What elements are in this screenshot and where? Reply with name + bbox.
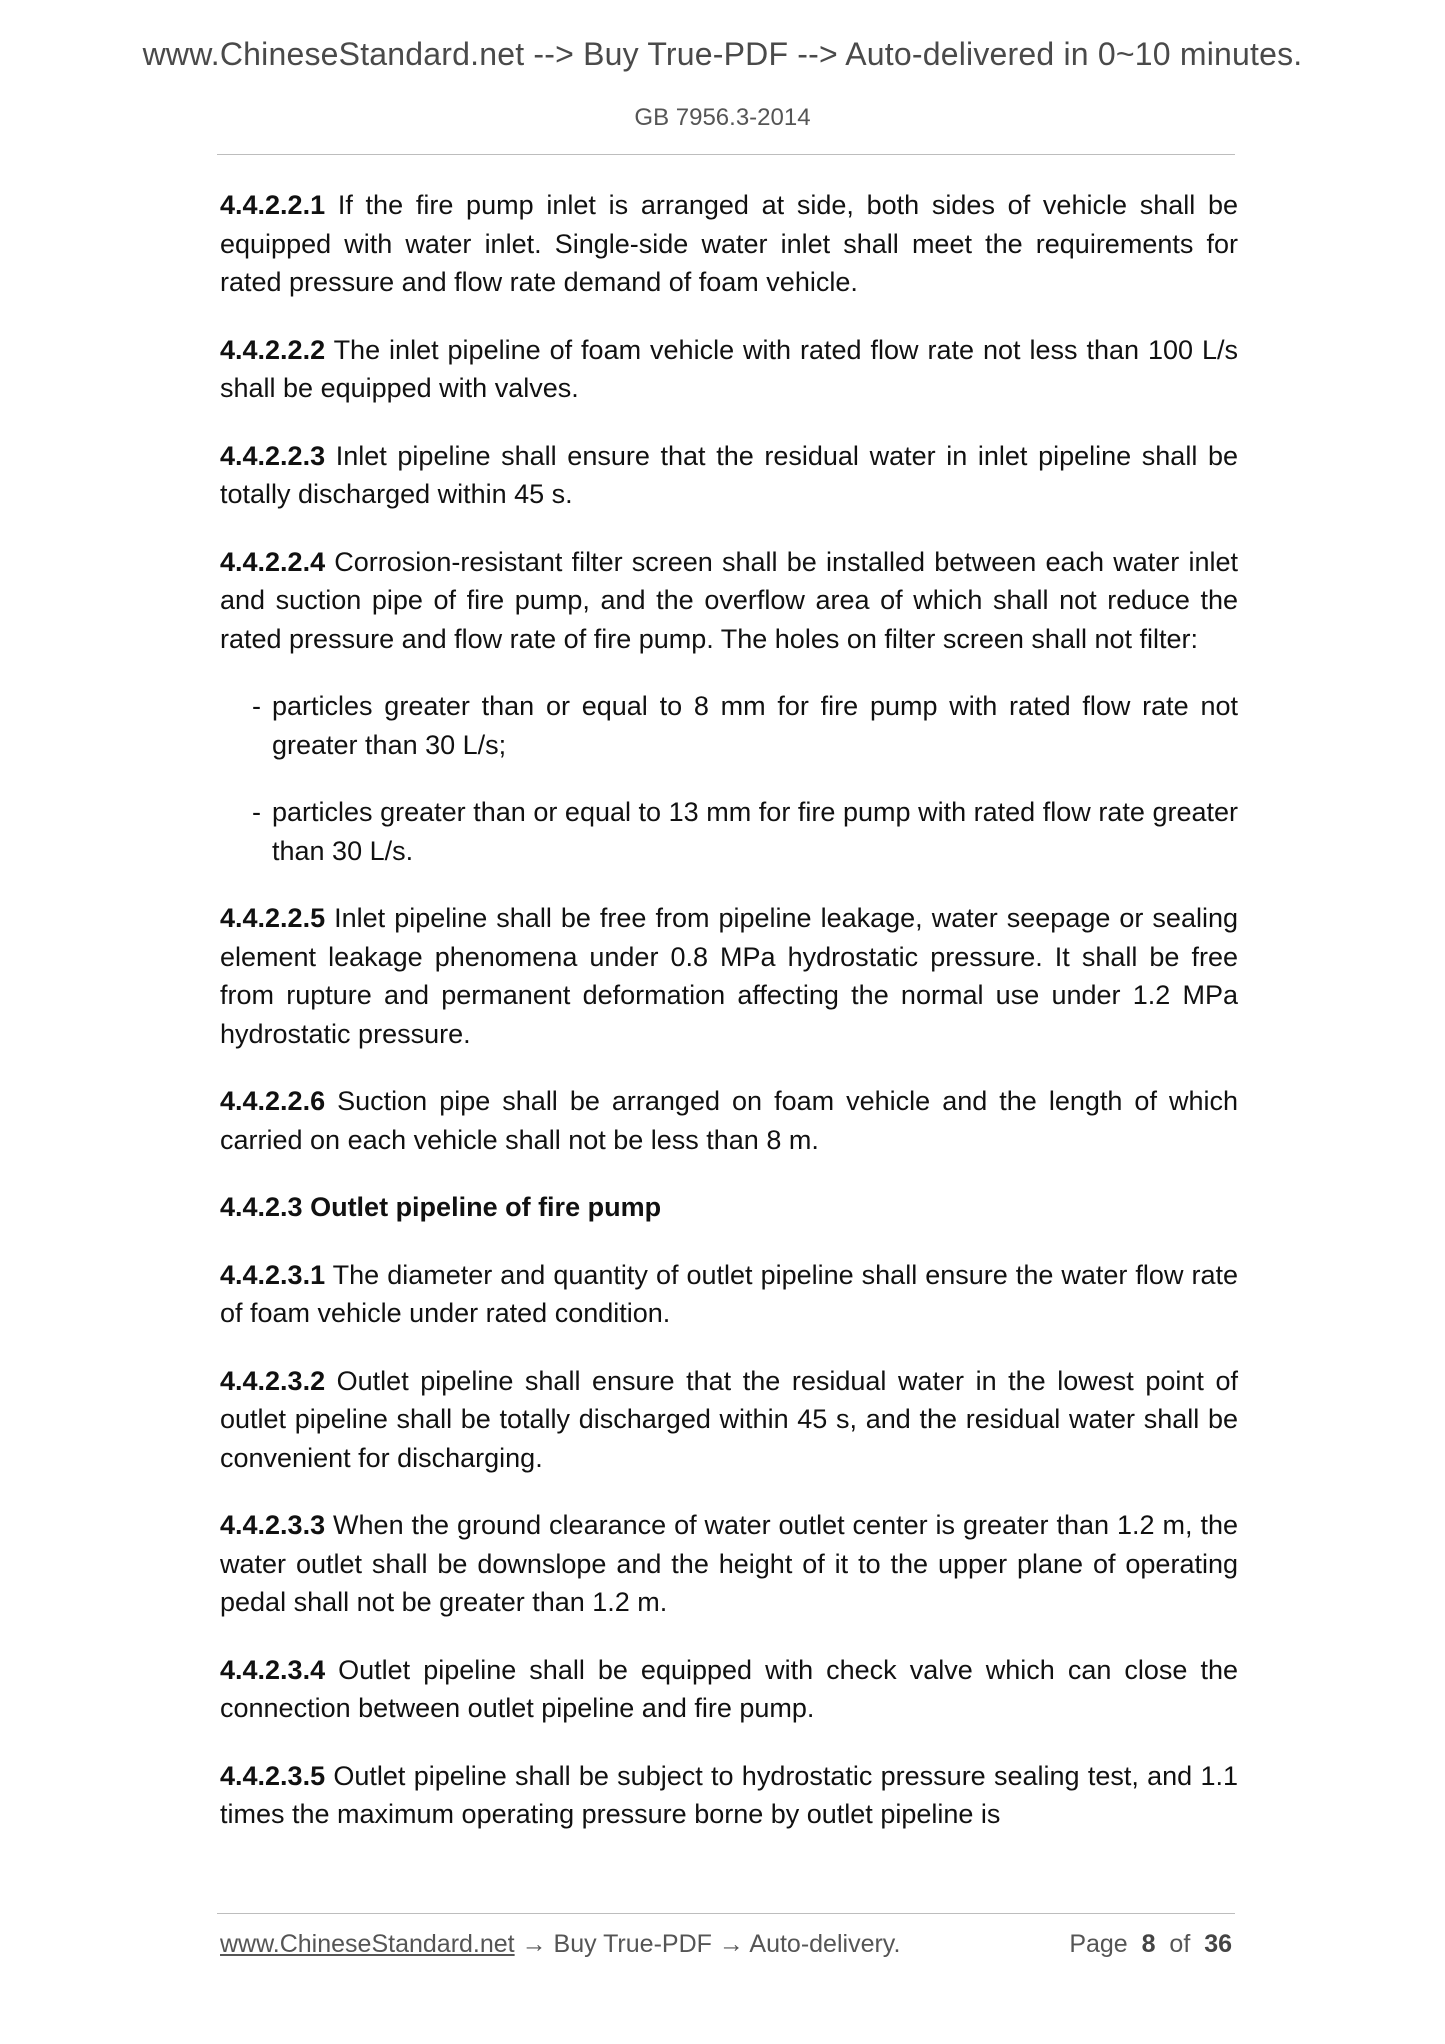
clause-4-4-2-3-5 xyxy=(220,1757,1238,1834)
clause-number: 4.4.2.2.1 xyxy=(220,190,326,220)
clause-4-4-2-2-3 xyxy=(220,437,1238,514)
page-indicator xyxy=(1069,1930,1232,1959)
clause-number: 4.4.2.3.5 xyxy=(220,1760,326,1791)
banner-text: www.ChineseStandard.net --> Buy True-PDF --> Auto-delivered in 0~10 minutes. xyxy=(142,36,1303,72)
clause-4-4-2-2-4 xyxy=(220,543,1238,659)
clause-4-4-2-2-5 xyxy=(220,899,1238,1053)
clause-number: 4.4.2.2.2 xyxy=(220,334,326,365)
standard-code: GB 7956.3-2014 xyxy=(634,104,811,131)
of-label: of xyxy=(1169,1930,1191,1958)
clause-text: Outlet pipeline shall be subject to hydrostatic pressure sealing test, and 1.1 times the maximum operating pressure borne by outlet pipeline is xyxy=(220,1760,1238,1829)
footer-promo xyxy=(220,1930,900,1959)
clause-text: Inlet pipeline shall be free from pipeline leakage, water seepage or sealing element leakage phenomena under 0.8 MPa hydrostatic pressure. It shall be free from rupture and permanent deformation affecting the normal use under 1.2 MPa hydrostatic pressure. xyxy=(220,903,1238,1049)
clause-text: If the fire pump inlet is arranged at side, both sides of vehicle shall be equipped with water inlet. Single-side water inlet shall meet the requirements for rated pressure and flow rate demand of foam vehicle. xyxy=(220,190,1238,297)
clause-text: Outlet pipeline shall be equipped with check valve which can close the connection between outlet pipeline and fire pump. xyxy=(220,1654,1238,1723)
clause-number: 4.4.2.2.3 xyxy=(220,440,326,471)
list-item xyxy=(220,793,1238,870)
footer-promo-text: → Buy True-PDF → Auto-delivery. xyxy=(514,1930,901,1958)
clause-number: 4.4.2.3.4 xyxy=(220,1654,326,1685)
clause-text: Corrosion-resistant filter screen shall be installed between each water inlet and suction pipe of fire pump, and the overflow area of which shall not reduce the rated pressure and flow rate of fire pump. The holes on filter screen shall not filter: xyxy=(220,546,1238,654)
clause-number: 4.4.2.3.3 xyxy=(220,1510,326,1540)
clause-text: The diameter and quantity of outlet pipeline shall ensure the water flow rate of foam vehicle under rated condition. xyxy=(220,1259,1238,1328)
clause-number: 4.4.2.3.2 xyxy=(220,1365,326,1396)
list-item-text: particles greater than or equal to 13 mm for fire pump with rated flow rate greater than 30 L/s. xyxy=(272,797,1238,866)
clause-4-4-2-2-2 xyxy=(220,331,1238,408)
list-item xyxy=(220,687,1238,764)
clause-4-4-2-3-4 xyxy=(220,1651,1238,1728)
section-heading: 4.4.2.3 Outlet pipeline of fire pump xyxy=(220,1192,662,1222)
clause-number: 4.4.2.2.5 xyxy=(220,903,326,933)
list-dash: - xyxy=(252,797,261,827)
clause-number: 4.4.2.2.4 xyxy=(220,546,326,577)
list-dash: - xyxy=(252,691,261,721)
clause-text: Suction pipe shall be arranged on foam vehicle and the length of which carried on each vehicle shall not be less than 8 m. xyxy=(220,1086,1238,1155)
clause-4-4-2-3-3 xyxy=(220,1506,1238,1622)
clause-4-4-2-3-1 xyxy=(220,1256,1238,1333)
document-body xyxy=(220,186,1238,1863)
clause-number: 4.4.2.2.6 xyxy=(220,1086,326,1116)
page-label: Page xyxy=(1069,1930,1128,1958)
list-item-text: particles greater than or equal to 8 mm for fire pump with rated flow rate not greater than 30 L/s; xyxy=(272,691,1238,760)
clause-4-4-2-2-1 xyxy=(220,186,1238,302)
clause-4-4-2-3-2 xyxy=(220,1362,1238,1478)
clause-number: 4.4.2.3.1 xyxy=(220,1259,326,1290)
clause-text: The inlet pipeline of foam vehicle with rated flow rate not less than 100 L/s shall be equipped with valves. xyxy=(220,334,1238,403)
clause-text: When the ground clearance of water outlet center is greater than 1.2 m, the water outlet shall be downslope and the height of it to the upper plane of operating pedal shall not be greater than 1.2 m. xyxy=(220,1510,1238,1617)
clause-text: Outlet pipeline shall ensure that the residual water in the lowest point of outlet pipeline shall be totally discharged within 45 s, and the residual water shall be convenient for discharging. xyxy=(220,1365,1238,1473)
page-total: 36 xyxy=(1204,1930,1232,1958)
page-number: 8 xyxy=(1141,1930,1156,1958)
clause-text: Inlet pipeline shall ensure that the residual water in inlet pipeline shall be totally discharged within 45 s. xyxy=(220,440,1238,509)
footer-site-link[interactable]: www.ChineseStandard.net xyxy=(220,1930,515,1958)
header-divider xyxy=(217,154,1235,155)
footer-divider xyxy=(217,1913,1235,1914)
clause-4-4-2-2-6 xyxy=(220,1082,1238,1159)
